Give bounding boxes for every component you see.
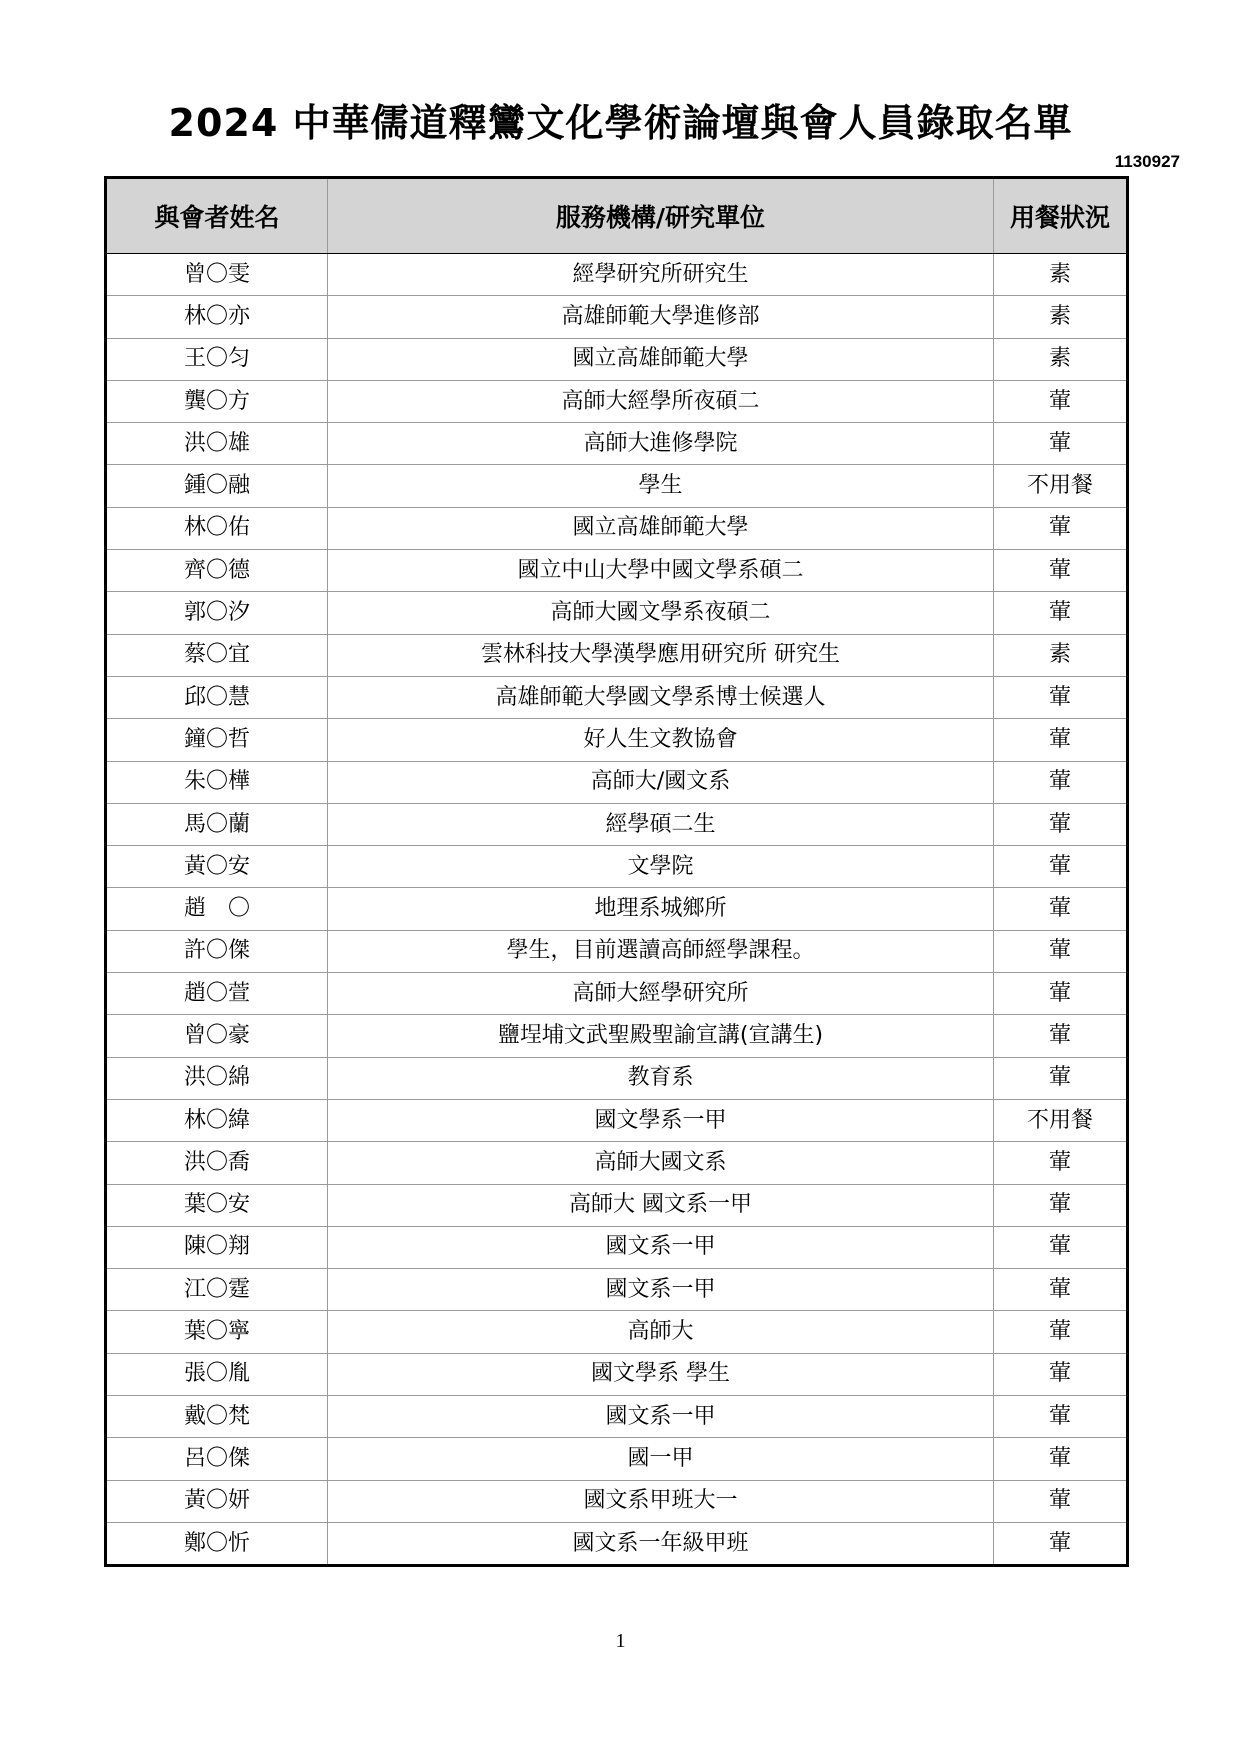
- organization-cell: 國文學系一甲: [328, 1099, 994, 1141]
- meal-status-cell: 葷: [994, 1396, 1128, 1438]
- organization-cell: 國文系一甲: [328, 1396, 994, 1438]
- attendee-name-cell: 陳〇翔: [106, 1226, 328, 1268]
- organization-cell: 教育系: [328, 1057, 994, 1099]
- attendee-name-cell: 鄭〇忻: [106, 1522, 328, 1565]
- table-row: [106, 719, 1128, 761]
- meal-status-cell: 葷: [994, 507, 1128, 549]
- table-row: [106, 1226, 1128, 1268]
- organization-cell: 高師大: [328, 1311, 994, 1353]
- table-row: [106, 296, 1128, 338]
- attendee-name-cell: 朱〇樺: [106, 761, 328, 803]
- table-row: [106, 930, 1128, 972]
- organization-cell: 高雄師範大學進修部: [328, 296, 994, 338]
- document-code: 1130927: [1114, 152, 1180, 171]
- meal-status-cell: 葷: [994, 1057, 1128, 1099]
- organization-cell: 國文系一年級甲班: [328, 1522, 994, 1565]
- organization-cell: 經學研究所研究生: [328, 254, 994, 296]
- table-row: [106, 1015, 1128, 1057]
- meal-status-cell: 葷: [994, 423, 1128, 465]
- attendee-name-cell: 龔〇方: [106, 380, 328, 422]
- organization-cell: 文學院: [328, 846, 994, 888]
- table-row: [106, 1269, 1128, 1311]
- table-row: [106, 423, 1128, 465]
- attendee-name-cell: 鐘〇哲: [106, 719, 328, 761]
- meal-status-cell: 葷: [994, 1269, 1128, 1311]
- organization-cell: 高雄師範大學國文學系博士候選人: [328, 676, 994, 718]
- attendee-name-cell: 洪〇喬: [106, 1142, 328, 1184]
- page-number: 1: [615, 1630, 626, 1652]
- table-row: [106, 634, 1128, 676]
- table-row: [106, 254, 1128, 296]
- attendee-name-cell: 許〇傑: [106, 930, 328, 972]
- attendee-name-cell: 曾〇雯: [106, 254, 328, 296]
- attendee-name-cell: 洪〇綿: [106, 1057, 328, 1099]
- organization-cell: 經學碩二生: [328, 803, 994, 845]
- meal-status-cell: 葷: [994, 803, 1128, 845]
- document-title: 2024 中華儒道釋鸞文化學術論壇與會人員錄取名單: [168, 101, 1073, 145]
- organization-cell: 國文系一甲: [328, 1269, 994, 1311]
- organization-cell: 高師大/國文系: [328, 761, 994, 803]
- table-body: [106, 254, 1128, 1566]
- meal-status-cell: 不用餐: [994, 465, 1128, 507]
- attendee-name-cell: 林〇緯: [106, 1099, 328, 1141]
- table-row: [106, 338, 1128, 380]
- meal-status-cell: 葷: [994, 1522, 1128, 1565]
- meal-status-cell: 葷: [994, 1480, 1128, 1522]
- table-row: [106, 592, 1128, 634]
- meal-status-cell: 葷: [994, 550, 1128, 592]
- organization-cell: 高師大經學研究所: [328, 973, 994, 1015]
- attendee-name-cell: 邱〇慧: [106, 676, 328, 718]
- meal-status-cell: 葷: [994, 846, 1128, 888]
- organization-cell: 國立中山大學中國文學系碩二: [328, 550, 994, 592]
- table-row: [106, 1480, 1128, 1522]
- attendee-name-cell: 葉〇寧: [106, 1311, 328, 1353]
- organization-cell: 國一甲: [328, 1438, 994, 1480]
- organization-cell: 國文學系 學生: [328, 1353, 994, 1395]
- table-row: [106, 1438, 1128, 1480]
- meal-status-cell: 葷: [994, 1015, 1128, 1057]
- meal-status-cell: 葷: [994, 1184, 1128, 1226]
- organization-cell: 地理系城鄉所: [328, 888, 994, 930]
- meal-status-cell: 葷: [994, 1142, 1128, 1184]
- attendee-name-cell: 洪〇雄: [106, 423, 328, 465]
- attendee-name-cell: 趙 〇: [106, 888, 328, 930]
- organization-cell: 鹽埕埔文武聖殿聖諭宣講(宣講生): [328, 1015, 994, 1057]
- organization-cell: 高師大國文系: [328, 1142, 994, 1184]
- meal-status-cell: 素: [994, 254, 1128, 296]
- organization-cell: 國立高雄師範大學: [328, 507, 994, 549]
- attendee-table: [104, 176, 1129, 1567]
- attendee-name-cell: 林〇亦: [106, 296, 328, 338]
- attendee-name-cell: 葉〇安: [106, 1184, 328, 1226]
- table-row: [106, 1311, 1128, 1353]
- meal-status-cell: 葷: [994, 1438, 1128, 1480]
- organization-cell: 學生: [328, 465, 994, 507]
- organization-cell: 高師大國文學系夜碩二: [328, 592, 994, 634]
- meal-status-cell: 葷: [994, 973, 1128, 1015]
- table-row: [106, 550, 1128, 592]
- table-row: [106, 1142, 1128, 1184]
- table-row: [106, 803, 1128, 845]
- header-meal: 用餐狀況: [994, 178, 1128, 254]
- table-row: [106, 1184, 1128, 1226]
- organization-cell: 學生，目前選讀高師經學課程。: [328, 930, 994, 972]
- attendee-name-cell: 戴〇梵: [106, 1396, 328, 1438]
- attendee-name-cell: 郭〇汐: [106, 592, 328, 634]
- meal-status-cell: 葷: [994, 888, 1128, 930]
- attendee-name-cell: 黃〇安: [106, 846, 328, 888]
- organization-cell: 國文系一甲: [328, 1226, 994, 1268]
- table-row: [106, 465, 1128, 507]
- meal-status-cell: 素: [994, 338, 1128, 380]
- attendee-name-cell: 林〇佑: [106, 507, 328, 549]
- meal-status-cell: 葷: [994, 1226, 1128, 1268]
- meal-status-cell: 葷: [994, 761, 1128, 803]
- attendee-name-cell: 曾〇豪: [106, 1015, 328, 1057]
- organization-cell: 雲林科技大學漢學應用研究所 研究生: [328, 634, 994, 676]
- meal-status-cell: 葷: [994, 592, 1128, 634]
- header-organization: 服務機構/研究單位: [328, 178, 994, 254]
- table-row: [106, 1353, 1128, 1395]
- table-row: [106, 1057, 1128, 1099]
- meal-status-cell: 素: [994, 634, 1128, 676]
- attendee-name-cell: 趙〇萱: [106, 973, 328, 1015]
- table-row: [106, 761, 1128, 803]
- attendee-name-cell: 張〇胤: [106, 1353, 328, 1395]
- table-row: [106, 676, 1128, 718]
- meal-status-cell: 不用餐: [994, 1099, 1128, 1141]
- meal-status-cell: 葷: [994, 380, 1128, 422]
- attendee-name-cell: 齊〇德: [106, 550, 328, 592]
- meal-status-cell: 葷: [994, 930, 1128, 972]
- table-header-row: [106, 178, 1128, 254]
- attendee-name-cell: 馬〇蘭: [106, 803, 328, 845]
- attendee-name-cell: 蔡〇宜: [106, 634, 328, 676]
- table-row: [106, 1522, 1128, 1565]
- organization-cell: 高師大 國文系一甲: [328, 1184, 994, 1226]
- meal-status-cell: 葷: [994, 1353, 1128, 1395]
- meal-status-cell: 素: [994, 296, 1128, 338]
- organization-cell: 高師大經學所夜碩二: [328, 380, 994, 422]
- organization-cell: 國文系甲班大一: [328, 1480, 994, 1522]
- meal-status-cell: 葷: [994, 1311, 1128, 1353]
- table-row: [106, 1396, 1128, 1438]
- table-row: [106, 507, 1128, 549]
- table-row: [106, 973, 1128, 1015]
- organization-cell: 高師大進修學院: [328, 423, 994, 465]
- attendee-name-cell: 呂〇傑: [106, 1438, 328, 1480]
- organization-cell: 好人生文教協會: [328, 719, 994, 761]
- attendee-name-cell: 鍾〇融: [106, 465, 328, 507]
- table-row: [106, 846, 1128, 888]
- table-row: [106, 1099, 1128, 1141]
- meal-status-cell: 葷: [994, 676, 1128, 718]
- table-row: [106, 888, 1128, 930]
- organization-cell: 國立高雄師範大學: [328, 338, 994, 380]
- meal-status-cell: 葷: [994, 719, 1128, 761]
- attendee-name-cell: 王〇匀: [106, 338, 328, 380]
- header-name: 與會者姓名: [106, 178, 328, 254]
- attendee-name-cell: 江〇霆: [106, 1269, 328, 1311]
- attendee-name-cell: 黃〇妍: [106, 1480, 328, 1522]
- table-row: [106, 380, 1128, 422]
